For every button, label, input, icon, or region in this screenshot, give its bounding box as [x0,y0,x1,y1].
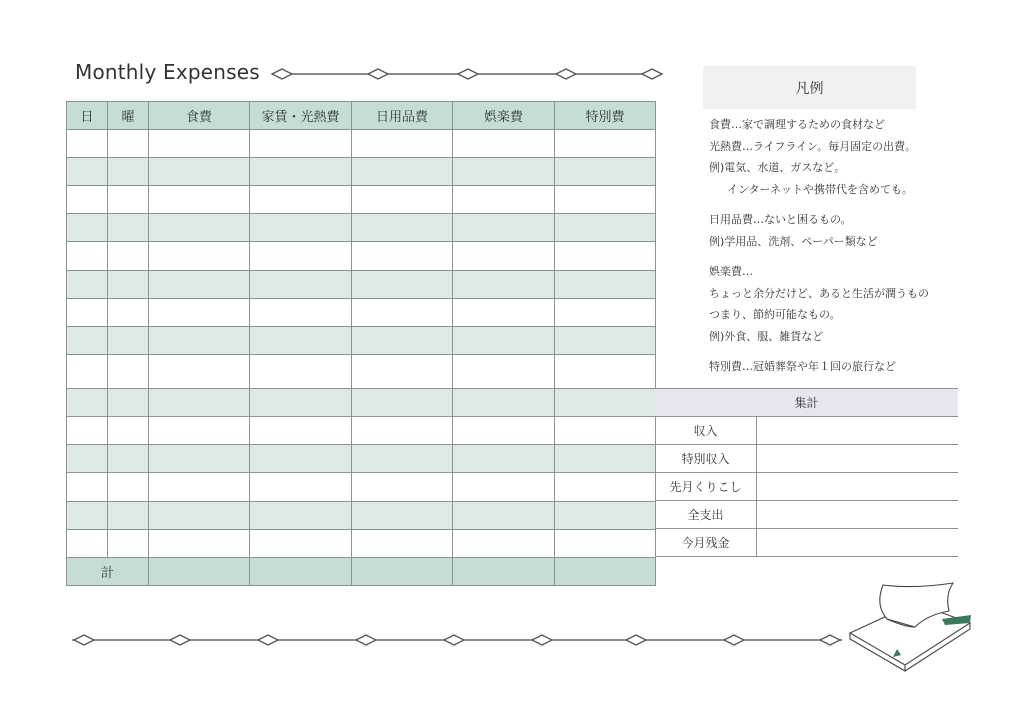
total-cell[interactable] [453,558,555,586]
table-cell[interactable] [352,389,453,417]
table-cell[interactable] [352,130,453,158]
table-cell[interactable] [555,130,656,158]
legend-line: インターネットや携帯代を含めても。 [727,182,914,196]
table-row [67,473,656,502]
table-cell[interactable] [149,473,250,502]
table-row [67,158,656,186]
table-row [67,530,656,558]
table-cell[interactable] [149,130,250,158]
table-cell[interactable] [250,445,352,473]
table-cell[interactable] [250,355,352,389]
table-cell[interactable] [149,186,250,214]
table-cell[interactable] [352,502,453,530]
table-cell[interactable] [555,214,656,242]
legend-header: 凡例 [703,66,916,109]
table-cell[interactable] [250,502,352,530]
table-cell[interactable] [149,271,250,299]
col-rent-utilities: 家賃・光熱費 [250,102,352,130]
table-cell[interactable] [67,530,108,558]
legend-line: ちょっと余分だけど、あると生活が潤うもの [709,286,929,300]
table-cell[interactable] [250,417,352,445]
table-cell[interactable] [108,130,149,158]
table-row [67,242,656,271]
table-cell[interactable] [453,158,555,186]
table-cell[interactable] [108,186,149,214]
table-cell[interactable] [352,473,453,502]
table-cell[interactable] [250,186,352,214]
table-cell[interactable] [352,355,453,389]
table-cell[interactable] [352,327,453,355]
table-cell[interactable] [149,158,250,186]
header-row [67,102,656,130]
legend-line: 例)電気、水道、ガスなど。 [709,161,846,174]
table-cell[interactable] [67,186,108,214]
ornament-divider-top [270,66,665,82]
table-cell[interactable] [149,355,250,389]
legend-line: 例)外食、服、雑貨など [709,329,824,343]
table-cell[interactable] [149,417,250,445]
table-row [67,130,656,158]
table-cell[interactable] [108,530,149,558]
table-cell[interactable] [67,445,108,473]
table-cell[interactable] [352,242,453,271]
table-cell[interactable] [453,389,555,417]
table-cell[interactable] [250,271,352,299]
table-cell[interactable] [453,186,555,214]
table-cell[interactable] [67,389,108,417]
legend-line: つまり、節約可能なもの。 [709,308,841,321]
table-row [67,445,656,473]
table-cell[interactable] [108,355,149,389]
ornament-divider-bottom [70,632,845,648]
table-cell[interactable] [108,417,149,445]
table-cell[interactable] [352,299,453,327]
table-cell[interactable] [67,158,108,186]
table-cell[interactable] [555,327,656,355]
table-cell[interactable] [108,445,149,473]
summary-value-balance[interactable] [757,529,959,557]
table-cell[interactable] [67,355,108,389]
summary-value-carryover[interactable] [757,473,959,501]
table-cell[interactable] [453,242,555,271]
table-cell[interactable] [453,355,555,389]
table-cell[interactable] [108,299,149,327]
summary-label-total-expenses: 全支出 [655,501,757,529]
col-special: 特別費 [555,102,656,130]
table-cell[interactable] [453,130,555,158]
table-cell[interactable] [67,271,108,299]
total-label: 計 [67,558,149,586]
table-cell[interactable] [555,389,656,417]
table-cell[interactable] [555,417,656,445]
table-cell[interactable] [555,502,656,530]
col-day: 日 [67,102,108,130]
table-cell[interactable] [453,530,555,558]
expense-table [66,101,656,586]
table-row [67,214,656,242]
table-cell[interactable] [352,214,453,242]
table-cell[interactable] [149,389,250,417]
table-cell[interactable] [352,186,453,214]
table-cell[interactable] [555,355,656,389]
table-cell[interactable] [555,299,656,327]
table-cell[interactable] [555,473,656,502]
table-cell[interactable] [149,214,250,242]
col-weekday: 曜 [108,102,149,130]
table-cell[interactable] [108,158,149,186]
table-cell[interactable] [453,327,555,355]
summary-header: 集計 [655,389,958,417]
table-cell[interactable] [352,445,453,473]
table-cell[interactable] [108,327,149,355]
table-cell[interactable] [555,445,656,473]
table-cell[interactable] [108,502,149,530]
summary-label-income: 収入 [655,417,757,445]
total-cell[interactable] [250,558,352,586]
table-cell[interactable] [149,299,250,327]
table-row [67,417,656,445]
table-cell[interactable] [149,242,250,271]
table-cell[interactable] [250,214,352,242]
col-entertainment: 娯楽費 [453,102,555,130]
summary-value-special-income[interactable] [757,445,959,473]
table-row [67,389,656,417]
table-cell[interactable] [250,242,352,271]
table-cell[interactable] [453,445,555,473]
table-cell[interactable] [352,271,453,299]
table-cell[interactable] [250,473,352,502]
table-cell[interactable] [352,158,453,186]
notebook-illustration-icon [845,575,975,675]
page-title: Monthly Expenses [75,60,260,84]
table-cell[interactable] [108,271,149,299]
table-row [67,299,656,327]
summary-value-income[interactable] [757,417,959,445]
summary-label-special-income: 特別収入 [655,445,757,473]
summary-value-total-expenses[interactable] [757,501,959,529]
table-cell[interactable] [67,417,108,445]
table-cell[interactable] [453,502,555,530]
total-cell[interactable] [555,558,656,586]
legend-line: 食費…家で調理するための食材など [709,118,885,131]
col-food: 食費 [149,102,250,130]
table-cell[interactable] [108,389,149,417]
summary-label-balance: 今月残金 [655,529,757,557]
table-cell[interactable] [555,271,656,299]
table-cell[interactable] [250,158,352,186]
table-cell[interactable] [149,445,250,473]
legend-body [709,114,929,378]
total-row [67,558,656,586]
table-cell[interactable] [67,214,108,242]
table-cell[interactable] [108,473,149,502]
summary-table [655,388,958,557]
table-cell[interactable] [67,473,108,502]
table-row [67,327,656,355]
table-row [67,186,656,214]
table-cell[interactable] [250,130,352,158]
table-cell[interactable] [555,158,656,186]
table-cell[interactable] [108,214,149,242]
legend-line: 特別費…冠婚葬祭や年１回の旅行など [709,360,896,373]
table-cell[interactable] [149,327,250,355]
table-cell[interactable] [108,242,149,271]
total-cell[interactable] [352,558,453,586]
total-cell[interactable] [149,558,250,586]
table-cell[interactable] [149,502,250,530]
legend-line: 光熱費…ライフライン。毎月固定の出費。 [709,139,917,153]
table-cell[interactable] [250,389,352,417]
table-row [67,271,656,299]
table-cell[interactable] [352,530,453,558]
table-cell[interactable] [453,214,555,242]
col-daily-goods: 日用品費 [352,102,453,130]
table-cell[interactable] [67,242,108,271]
table-cell[interactable] [453,417,555,445]
table-row [67,502,656,530]
table-cell[interactable] [67,130,108,158]
table-cell[interactable] [453,473,555,502]
table-cell[interactable] [67,327,108,355]
table-cell[interactable] [250,530,352,558]
summary-label-carryover: 先月くりこし [655,473,757,501]
table-cell[interactable] [250,299,352,327]
table-cell[interactable] [149,530,250,558]
table-cell[interactable] [555,186,656,214]
legend-line: 娯楽費… [709,265,753,278]
legend-line: 日用品費…ないと困るもの。 [709,213,852,226]
table-cell[interactable] [250,327,352,355]
legend-line: 例)学用品、洗剤、ペーパー類など [709,234,878,248]
table-row [67,355,656,389]
table-cell[interactable] [555,530,656,558]
table-cell[interactable] [453,299,555,327]
table-cell[interactable] [352,417,453,445]
table-cell[interactable] [67,299,108,327]
table-cell[interactable] [555,242,656,271]
table-cell[interactable] [453,271,555,299]
table-cell[interactable] [67,502,108,530]
